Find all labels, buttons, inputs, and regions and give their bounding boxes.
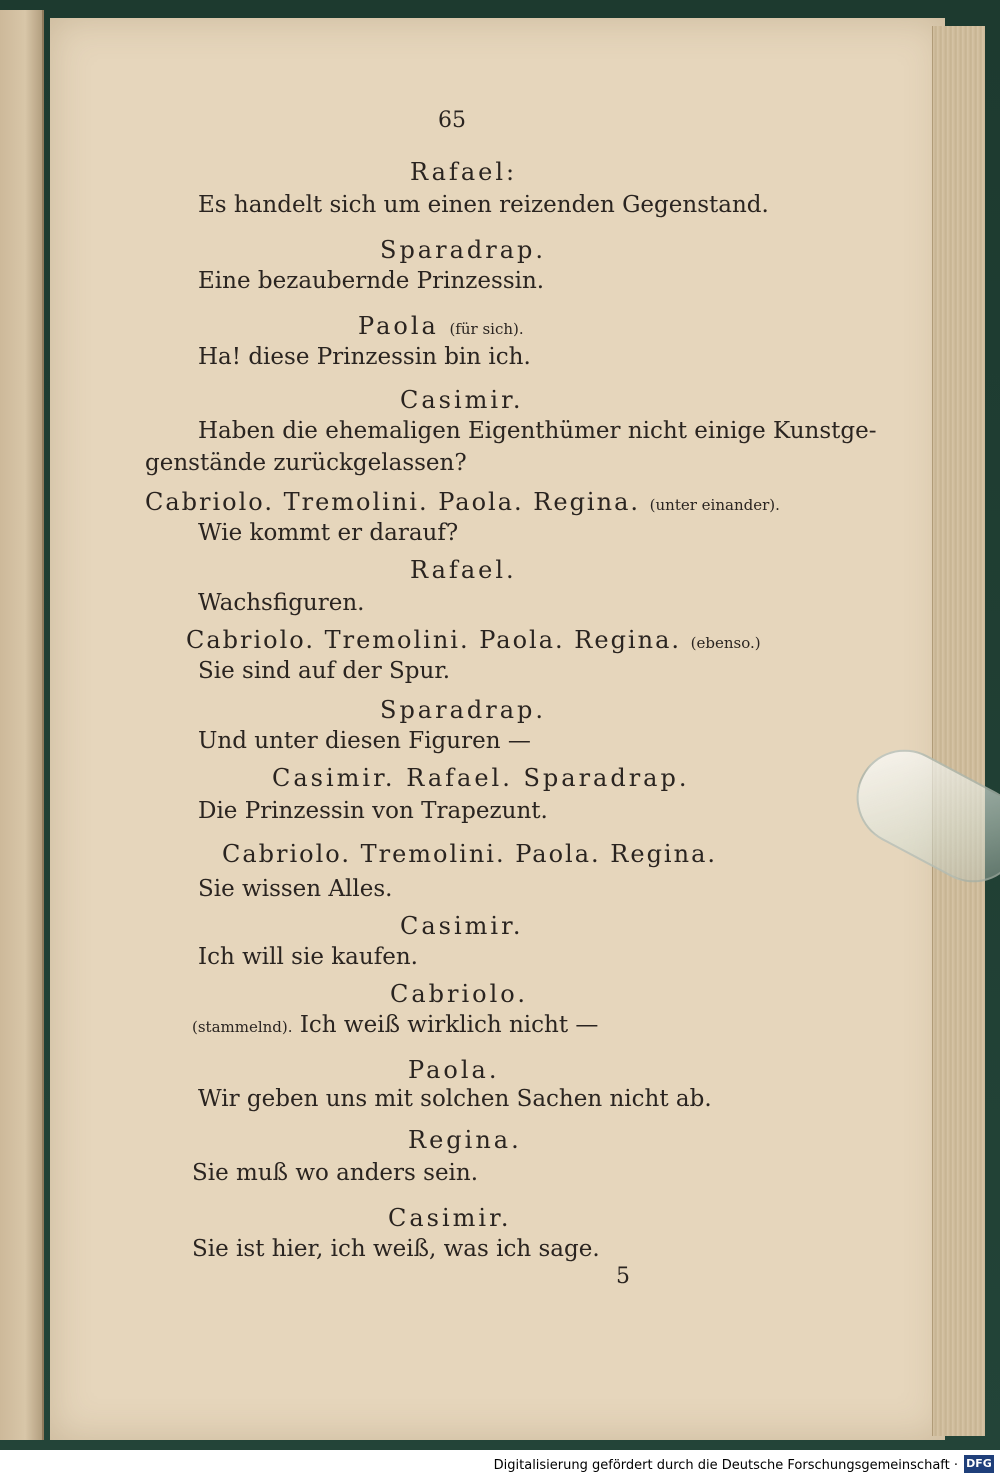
speaker-label: Cabriolo. Tremolini. Paola. Regina. xyxy=(186,626,682,654)
previous-page-edge xyxy=(0,10,44,1440)
dialogue-line: Haben die ehemaligen Eigenthümer nicht einige Kunstge- xyxy=(198,418,877,444)
dialogue-line: Sie sind auf der Spur. xyxy=(198,658,451,684)
dialogue-line: Wie kommt er darauf? xyxy=(198,520,459,546)
speaker-name: Sparadrap. xyxy=(380,696,547,724)
dialogue-line: Ich will sie kaufen. xyxy=(198,944,418,970)
speaker-name xyxy=(145,488,780,516)
dialogue-text: Ich weiß wirklich nicht — xyxy=(299,1012,599,1038)
dialogue-line: Sie ist hier, ich weiß, was ich sage. xyxy=(192,1236,600,1262)
speaker-name: Cabriolo. xyxy=(390,980,528,1008)
dialogue-line: Die Prinzessin von Trapezunt. xyxy=(198,798,548,824)
speaker-name xyxy=(358,312,524,340)
speaker-name: Casimir. xyxy=(400,386,524,414)
speaker-name: Rafael. xyxy=(410,556,517,584)
dialogue-line: Und unter diesen Figuren — xyxy=(198,728,531,754)
dfg-logo-icon: DFG xyxy=(964,1455,994,1473)
dialogue-line: Eine bezaubernde Prinzessin. xyxy=(198,268,545,294)
speaker-name: Cabriolo. Tremolini. Paola. Regina. xyxy=(222,840,718,868)
page-number: 65 xyxy=(438,108,466,133)
speaker-name: Rafael: xyxy=(410,158,518,186)
page-stack-edge xyxy=(932,26,985,1436)
speaker-name: Regina. xyxy=(408,1126,522,1154)
dialogue-line: Wachsfiguren. xyxy=(198,590,365,616)
speaker-name: Casimir. xyxy=(388,1204,512,1232)
speaker-name: Paola. xyxy=(408,1056,500,1084)
stage-direction: (ebenso.) xyxy=(690,634,761,652)
dialogue-line: Ha! diese Prinzessin bin ich. xyxy=(198,344,531,370)
dialogue-line xyxy=(192,1012,598,1038)
dialogue-line: genstände zurückgelassen? xyxy=(145,450,467,476)
speaker-label: Cabriolo. Tremolini. Paola. Regina. xyxy=(145,488,641,516)
stage-direction: (unter einander). xyxy=(649,496,780,514)
signature-mark: 5 xyxy=(616,1264,630,1289)
speaker-name: Casimir. xyxy=(400,912,524,940)
speaker-name: Sparadrap. xyxy=(380,236,547,264)
footer-credit: Digitalisierung gefördert durch die Deutsche Forschungsgemeinschaft · xyxy=(493,1458,958,1473)
speaker-name xyxy=(186,626,761,654)
dialogue-line: Es handelt sich um einen reizenden Gegenstand. xyxy=(198,192,769,218)
stage-direction: (für sich). xyxy=(449,320,524,338)
dialogue-line: Sie muß wo anders sein. xyxy=(192,1160,479,1186)
speaker-label: Paola xyxy=(358,312,439,340)
speaker-name: Casimir. Rafael. Sparadrap. xyxy=(272,764,690,792)
dialogue-line: Wir geben uns mit solchen Sachen nicht ab. xyxy=(198,1086,712,1112)
stage-direction: (stammelnd). xyxy=(192,1018,293,1036)
dialogue-line: Sie wissen Alles. xyxy=(198,876,393,902)
